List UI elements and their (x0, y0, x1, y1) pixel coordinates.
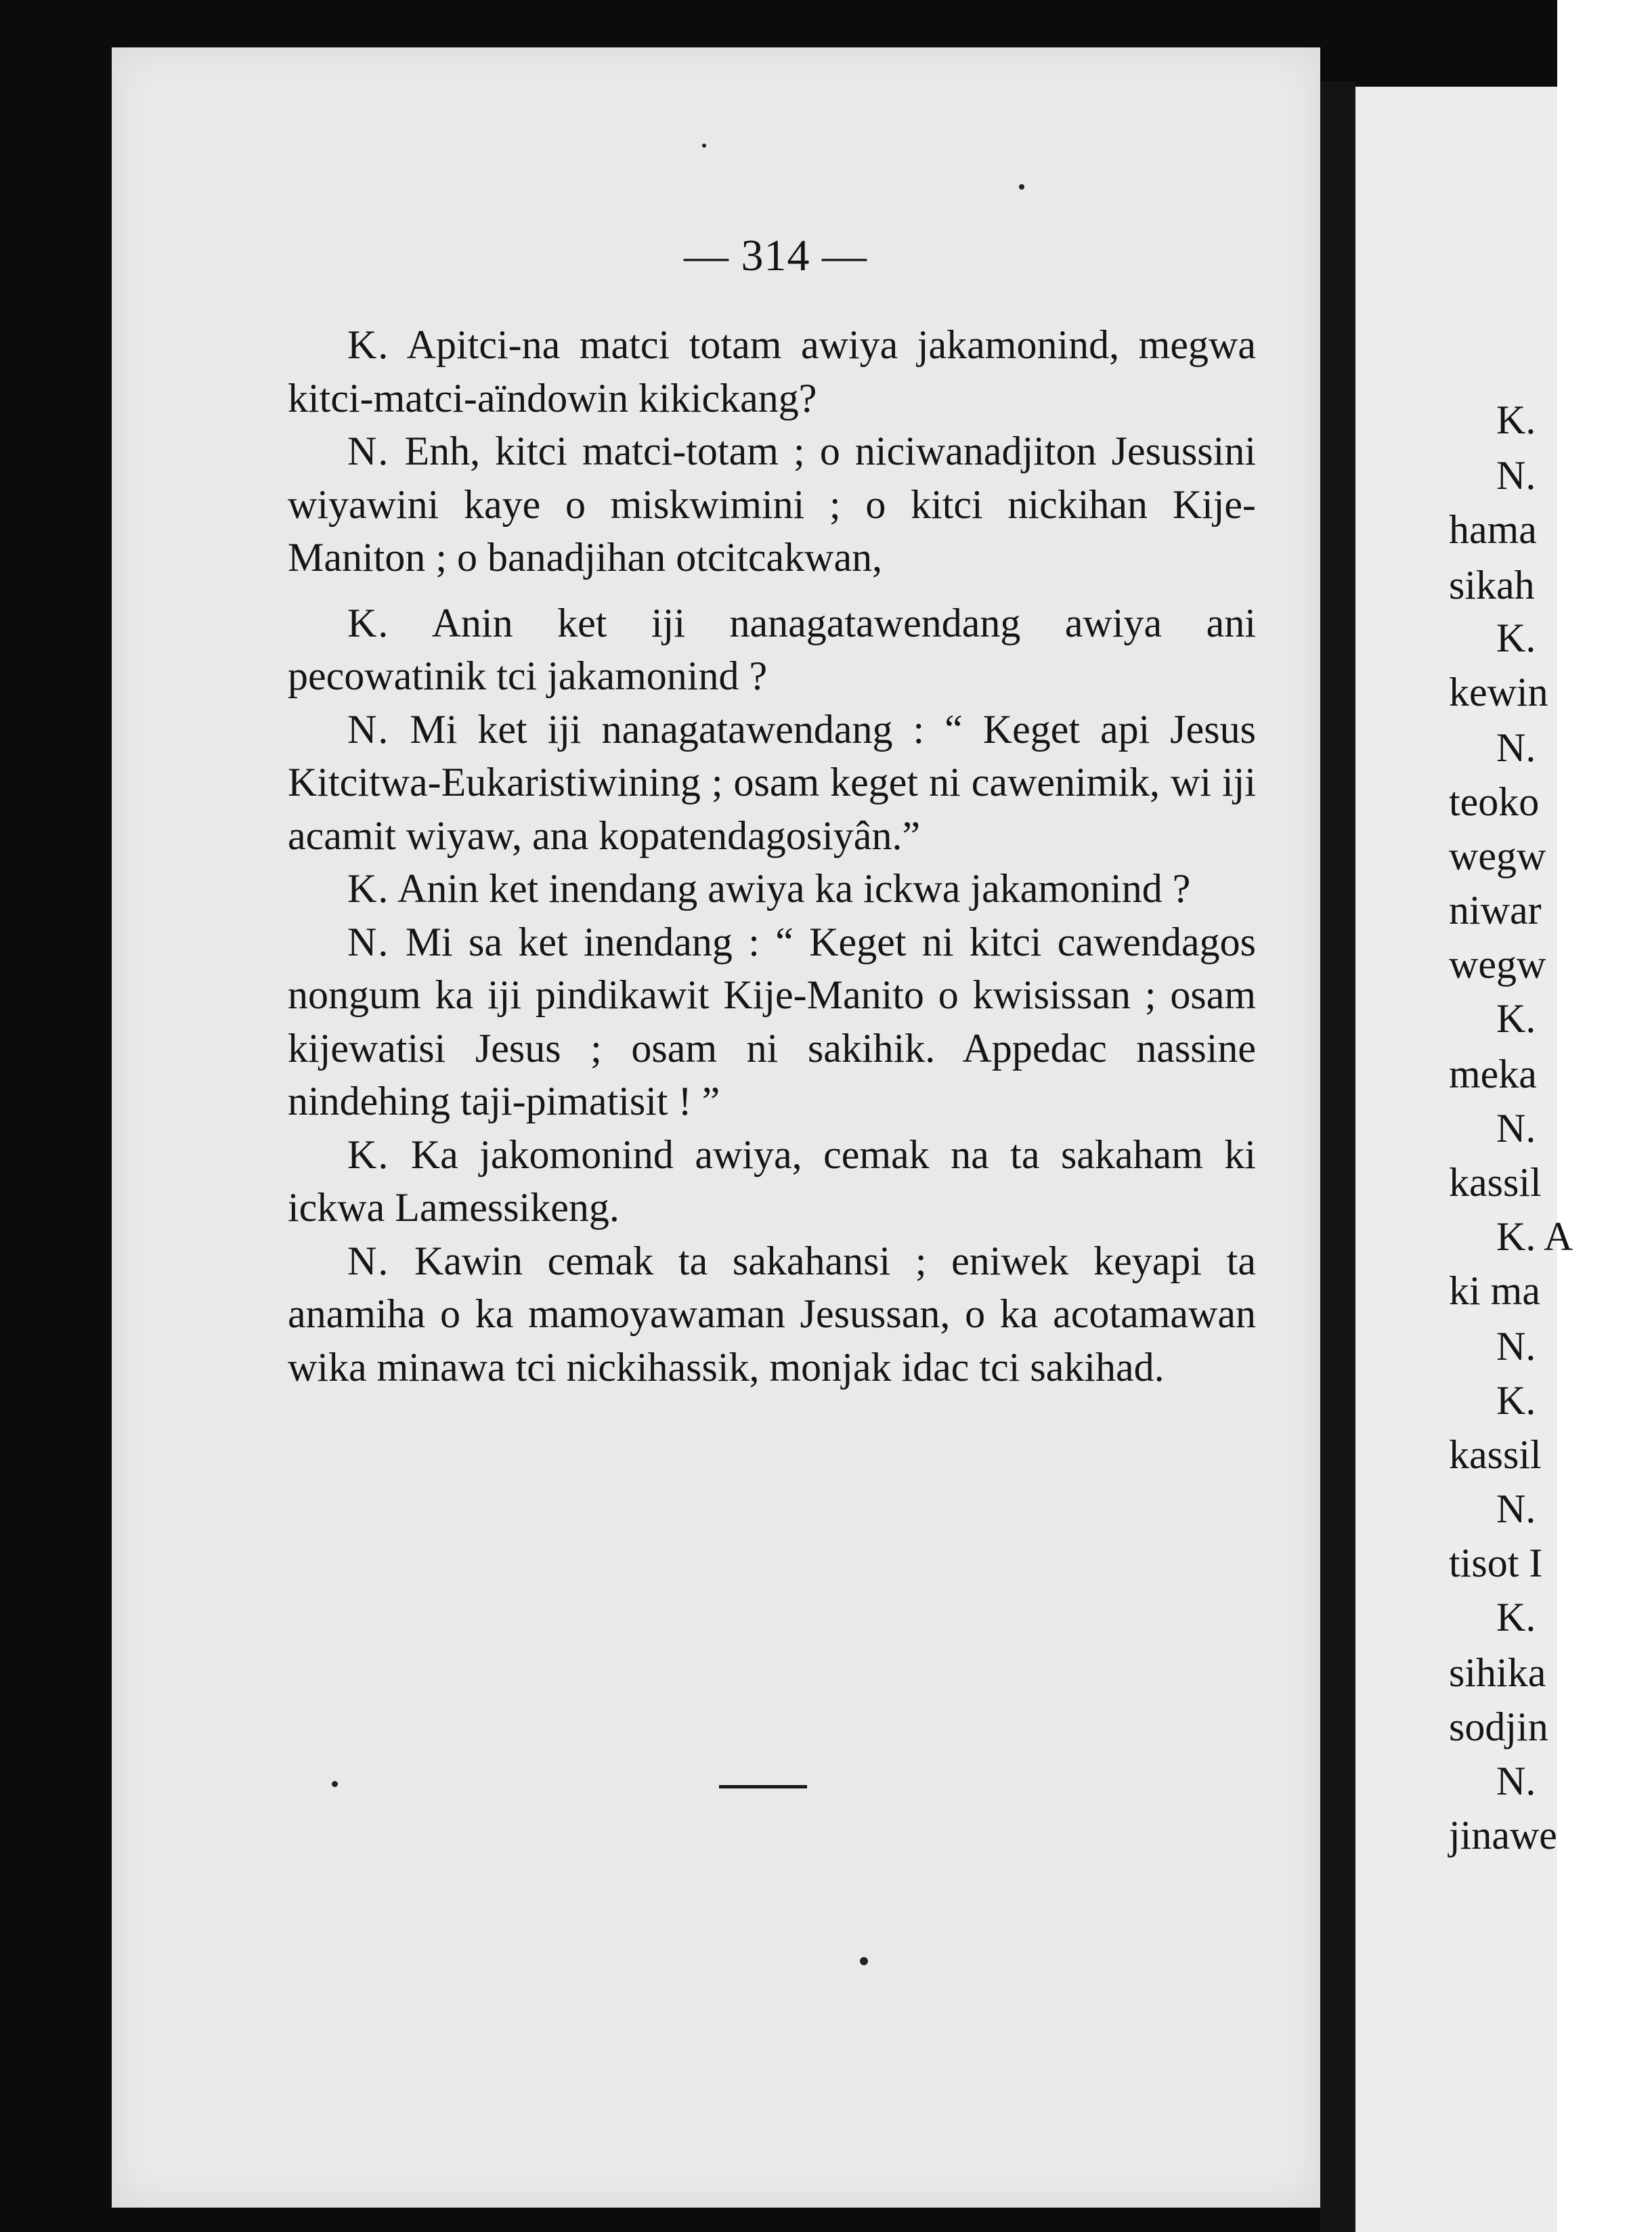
facing-line: N. (1496, 1106, 1536, 1151)
paragraph (288, 597, 1256, 703)
speaker-label: K. (347, 322, 390, 367)
facing-line: teoko (1449, 779, 1540, 824)
facing-line: kewin (1449, 670, 1548, 714)
paragraph (288, 425, 1256, 584)
facing-line: sikah (1449, 563, 1535, 607)
speaker-label: N. (347, 706, 390, 752)
facing-line: meka (1449, 1052, 1537, 1096)
facing-line: N. (1496, 1759, 1536, 1803)
paragraph-text: Mi sa ket inendang : “ Keget ni kitci cawendagos nongum ka iji pindikawit Kije-Manito o kwisissan ; osam kijewatisi Jesus ; osam ni sakihik. Appedac nassine nindehing taji-pimatisit ! ” (288, 919, 1257, 1123)
facing-line: kassil (1449, 1432, 1542, 1477)
closing-rule (719, 1785, 807, 1788)
paragraph-text: Ka jakomonind awiya, cemak na ta sakaham ki ickwa Lamessikeng. (288, 1132, 1256, 1230)
page-number: — 314 — (684, 231, 867, 280)
facing-line: K. (1496, 398, 1536, 442)
facing-line: N. (1496, 1324, 1536, 1369)
ink-speck (860, 1957, 868, 1965)
paragraph (288, 1128, 1256, 1235)
speaker-label: N. (347, 919, 390, 964)
paragraph (288, 1235, 1256, 1394)
facing-line: ki ma (1449, 1268, 1540, 1313)
paragraph-text: Anin ket inendang awiya ka ickwa jakamonind ? (397, 866, 1191, 911)
facing-line: K. (1496, 996, 1536, 1041)
facing-line: N. (1496, 1486, 1536, 1531)
facing-line: niwar (1449, 888, 1542, 932)
speaker-label: N. (347, 429, 390, 473)
paragraph (288, 703, 1256, 863)
facing-line: K. A (1496, 1214, 1573, 1259)
ink-speck (702, 144, 706, 148)
paragraph-text: Mi ket iji nanagatawendang : “ Keget api Jesus Kitcitwa-Eukaristiwining ; osam keget ni cawenimik, wi iji acamit wiyaw, ana kopatendagosiyân.” (288, 706, 1256, 858)
page-body (288, 318, 1256, 1394)
facing-line: wegw (1449, 834, 1546, 878)
paragraph (288, 318, 1256, 425)
facing-line: wegw (1449, 942, 1546, 987)
paragraph-text: Kawin cemak ta sakahansi ; eniwek keyapi ta anamiha o ka mamoyawaman Jesussan, o ka acotamawan wika minawa tci nickihassik, monjak idac tci sakihad. (288, 1238, 1257, 1390)
facing-line: N. (1496, 453, 1536, 498)
facing-line: K. (1496, 1378, 1536, 1423)
speaker-label: K. (347, 866, 390, 911)
facing-line: hama (1449, 507, 1537, 552)
paragraph (288, 916, 1256, 1128)
speaker-label: K. (347, 1132, 390, 1177)
facing-line: sihika (1449, 1650, 1546, 1695)
paragraph (288, 862, 1256, 916)
facing-line: sodjin (1449, 1704, 1548, 1749)
ink-speck (332, 1781, 338, 1787)
facing-line: N. (1496, 725, 1536, 770)
speaker-label: K. (347, 600, 390, 645)
speaker-label: N. (347, 1238, 390, 1283)
paragraph-text: Enh, kitci matci-totam ; o niciwanadjiton Jesussini wiyawini kaye o miskwimini ; o kitci nickihan Kije-Maniton ; o banadjihan otcitcakwan, (288, 429, 1257, 580)
paragraph-text: Anin ket iji nanagatawendang awiya ani pecowatinik tci jakamonind ? (288, 600, 1256, 698)
facing-line: kassil (1449, 1160, 1542, 1205)
facing-line: jinawe (1449, 1813, 1557, 1858)
ink-speck (1019, 184, 1024, 190)
paragraph-text: Apitci-na matci totam awiya jakamonind, megwa kitci-matci-aïndowin kikickang? (288, 322, 1256, 421)
facing-line: K. (1496, 1595, 1536, 1639)
facing-line: tisot I (1449, 1541, 1543, 1585)
facing-line: K. (1496, 616, 1536, 660)
book-gutter (1320, 81, 1355, 2232)
